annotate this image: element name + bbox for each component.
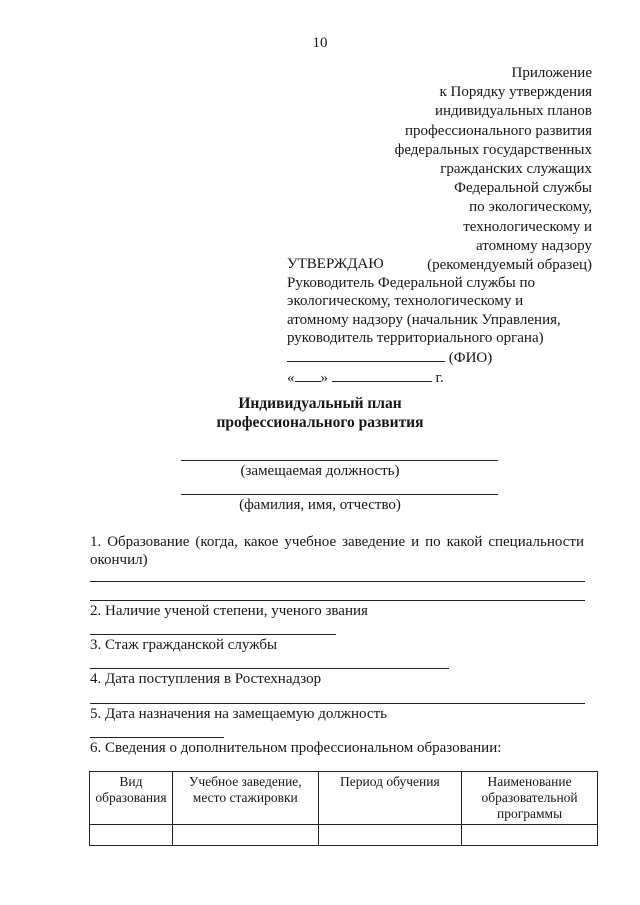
name-blank-line[interactable] <box>181 494 498 495</box>
approval-block <box>287 255 561 387</box>
education-blank-line[interactable] <box>90 600 585 601</box>
appendix-line: гражданских служащих <box>440 161 592 178</box>
approval-date-line <box>287 368 561 388</box>
appendix-block <box>395 64 592 275</box>
appendix-line: Приложение <box>511 65 592 81</box>
day-blank[interactable] <box>295 368 321 382</box>
item-hire-date: 4. Дата поступления в Ростехнадзор <box>90 671 322 687</box>
item-education: 1. Образование (когда, какое учебное заведение и по какой специальности окончил) <box>90 534 584 568</box>
signature-blank[interactable] <box>287 348 445 362</box>
fio-label: (ФИО) <box>448 349 493 366</box>
approval-line: руководитель территориального органа) <box>287 330 544 347</box>
item-degree: 2. Наличие ученой степени, ученого звания <box>90 603 368 619</box>
appendix-line: к Порядку утверждения <box>439 84 592 101</box>
appendix-line: (рекомендуемый образец) <box>427 257 592 274</box>
date-close-quote: » <box>320 369 328 386</box>
item-service-length: 3. Стаж гражданской службы <box>90 637 278 653</box>
table-header-row <box>90 772 598 825</box>
header-institution: Учебное заведение, место стажировки <box>172 772 318 825</box>
header-program-name: Наименование образовательной программы <box>462 772 598 825</box>
appendix-line: индивидуальных планов <box>434 103 592 120</box>
table-cell[interactable] <box>172 825 318 846</box>
appendix-line: федеральных государственных <box>394 141 592 158</box>
table-cell[interactable] <box>462 825 598 846</box>
degree-blank-line[interactable] <box>90 634 336 635</box>
approval-line: экологическому, технологическому и <box>287 293 524 310</box>
month-blank[interactable] <box>332 368 432 382</box>
item-additional-education: 6. Сведения о дополнительном профессиональном образовании: <box>90 740 502 756</box>
appendix-line: атомному надзору <box>476 237 592 254</box>
education-table <box>89 771 598 846</box>
title-line: профессионального развития <box>216 414 424 431</box>
header-period: Период обучения <box>318 772 462 825</box>
date-open-quote: « <box>287 369 295 386</box>
approval-heading: УТВЕРЖДАЮ <box>287 256 384 272</box>
year-suffix: г. <box>435 369 444 386</box>
hire-date-blank-line[interactable] <box>90 703 585 704</box>
approval-line: Руководитель Федеральной службы по <box>287 274 535 291</box>
appendix-line: технологическому и <box>463 218 592 235</box>
table-row <box>90 825 598 846</box>
appendix-line: по экологическому, <box>469 199 592 216</box>
name-caption: (фамилия, имя, отчество) <box>239 497 401 513</box>
position-caption: (замещаемая должность) <box>240 463 400 479</box>
page-number: 10 <box>312 35 328 51</box>
header-education-type: Вид образования <box>90 772 173 825</box>
table-cell[interactable] <box>318 825 462 846</box>
approval-line: атомному надзору (начальник Управления, <box>287 311 561 328</box>
document-title <box>0 394 640 432</box>
appendix-line: профессионального развития <box>405 122 592 139</box>
education-blank-line[interactable] <box>90 581 585 582</box>
appointment-date-blank-line[interactable] <box>90 737 224 738</box>
appendix-line: Федеральной службы <box>454 180 592 197</box>
service-length-blank-line[interactable] <box>90 668 449 669</box>
position-blank-line[interactable] <box>181 460 498 461</box>
title-line: Индивидуальный план <box>238 395 402 412</box>
fio-signature-line <box>287 348 561 368</box>
table-cell[interactable] <box>90 825 173 846</box>
item-appointment-date: 5. Дата назначения на замещаемую должность <box>90 706 387 722</box>
